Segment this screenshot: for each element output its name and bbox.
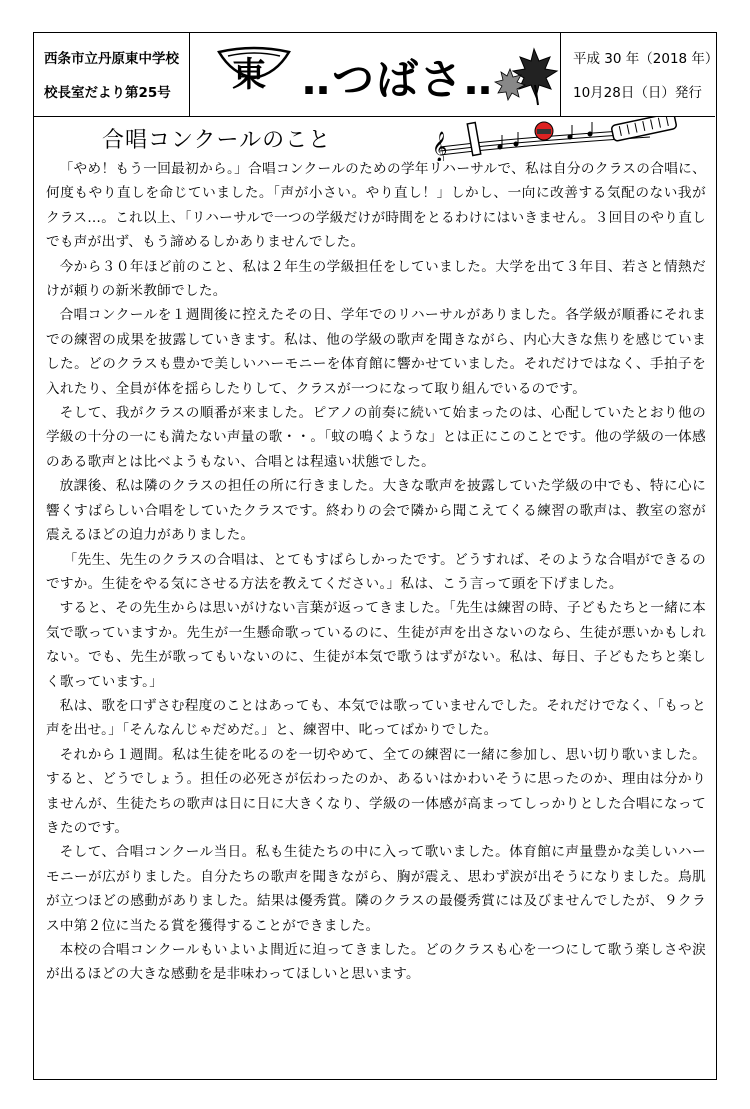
logo-mark: 東 — [232, 55, 266, 95]
issue-date: 10月28日（日）発行 — [573, 85, 702, 101]
article-paragraph: 放課後、私は隣のクラスの担任の所に行きました。大きな歌声を披露していた学級の中でも、特に心に響くすばらしい合唱をしていたクラスです。終わりの会で隣から聞こえてくる練習の歌声は、教室の窓が震えるほどの迫力がありました。 — [46, 478, 706, 544]
school-name: 西条市立丹原東中学校 — [44, 51, 179, 67]
article-paragraph: そして、合唱コンクール当日。私も生徒たちの中に入って歌いました。体育館に声量豊かな美しいハーモニーが広がりました。自分たちの歌声を聞きながら、胸が震え、思わず涙が出そうになりました。鳥肌が立つほどの感動がありました。結果は優秀賞。隣のクラスの最優秀賞には及びませんでしたが、９クラス中第２位に当たる賞を獲得することができました。 — [46, 844, 706, 934]
article-paragraph: それから１週間。私は生徒を叱るのを一切やめて、全ての練習に一緒に参加し、思い切り歌いました。すると、どうでしょう。担任の必死さが伝わったのか、あるいはかわいそうに思ったのか、理由は分かりませんが、生徒たちの歌声は日に日に大きくなり、学級の一体感が高まってしっかりとした合唱になってきたのです。 — [46, 746, 706, 836]
newsletter-page — [33, 32, 717, 1080]
article-paragraph: 合唱コンクールを１週間後に控えたその日、学年でのリハーサルがありました。各学級が順番にそれまでの練習の成果を披露していきます。私は、他の学級の歌声を聞きながら、内心大きな焦りを感じていました。どのクラスも豊かで美しいハーモニーを体育館に響かせていました。それだけではなく、手拍子を入れたり、全員が体を揺らしたりして、クラスが一つになって取り組んでいるのです。 — [46, 307, 706, 397]
school-info-box — [34, 33, 190, 116]
date-info-box — [560, 33, 719, 116]
article-paragraph: すると、その先生からは思いがけない言葉が返ってきました。「先生は練習の時、子どもたちと一緒に本気で歌っていますか。先生が一生懸命歌っているのに、生徒が声を出さないのなら、生徒が悪いかもしれない。でも、先生が歌ってもいないのに、生徒が本気で歌うはずがない。私は、毎日、子どもたちと楽しく歌っています。」 — [46, 600, 706, 690]
article-paragraph: 私は、歌を口ずさむ程度のことはあっても、本気では歌っていませんでした。それだけでなく、「もっと声を出せ。」「そんなんじゃだめだ。」と、練習中、叱ってばかりでした。 — [46, 697, 706, 739]
newsletter-issue: 校長室だより第25号 — [44, 85, 171, 101]
article-paragraph: そして、我がクラスの順番が来ました。ピアノの前奏に続いて始まったのは、心配していたとおり他の学級の十分の一にも満たない声量の歌・・。「蚊の鳴くような」とは正にこのことです。他の学級の一体感のある歌声とは比べようもない、合唱とは程遠い状態でした。 — [46, 405, 706, 470]
era-date: 平成 30 年（2018 年） — [573, 51, 719, 67]
masthead-title: ‥つばさ‥ — [302, 55, 495, 104]
article-paragraph: 今から３０年ほど前のこと、私は２年生の学級担任をしていました。大学を出て３年目、若さと情熱だけが頼りの新米教師でした。 — [46, 258, 706, 300]
article-title: 合唱コンクールのこと — [102, 128, 332, 153]
maple-leaves-icon — [494, 41, 564, 111]
article-paragraph: 「やめ！もう一回最初から。」合唱コンクールのための学年リハーサルで、私は自分のクラスの合唱に、何度もやり直しを命じていました。「声が小さい。やり直し！」しかし、一向に改善する気配のない我がクラス…。これ以上、「リハーサルで一つの学級だけが時間をとるわけにはいきません。３回目のやり直しでも声が出ず、もう諦めるしかありませんでした。 — [46, 161, 706, 251]
svg-text:𝄞: 𝄞 — [432, 132, 448, 161]
masthead-header — [34, 33, 719, 117]
article-paragraph: 本校の合唱コンクールもいよいよ間近に迫ってきました。どのクラスも心を一つにして歌う楽しさや涙が出るほどの大きな感動を是非味わってほしいと思います。 — [46, 942, 706, 983]
article-body — [46, 157, 706, 987]
article-paragraph: 「先生、先生のクラスの合唱は、とてもすばらしかったです。どうすれば、そのような合唱ができるのですか。生徒をやる気にさせる方法を教えてください。」私は、こう言って頭を下げました。 — [46, 551, 706, 592]
masthead-logo-area — [190, 33, 560, 116]
music-instruments-icon — [430, 117, 690, 161]
